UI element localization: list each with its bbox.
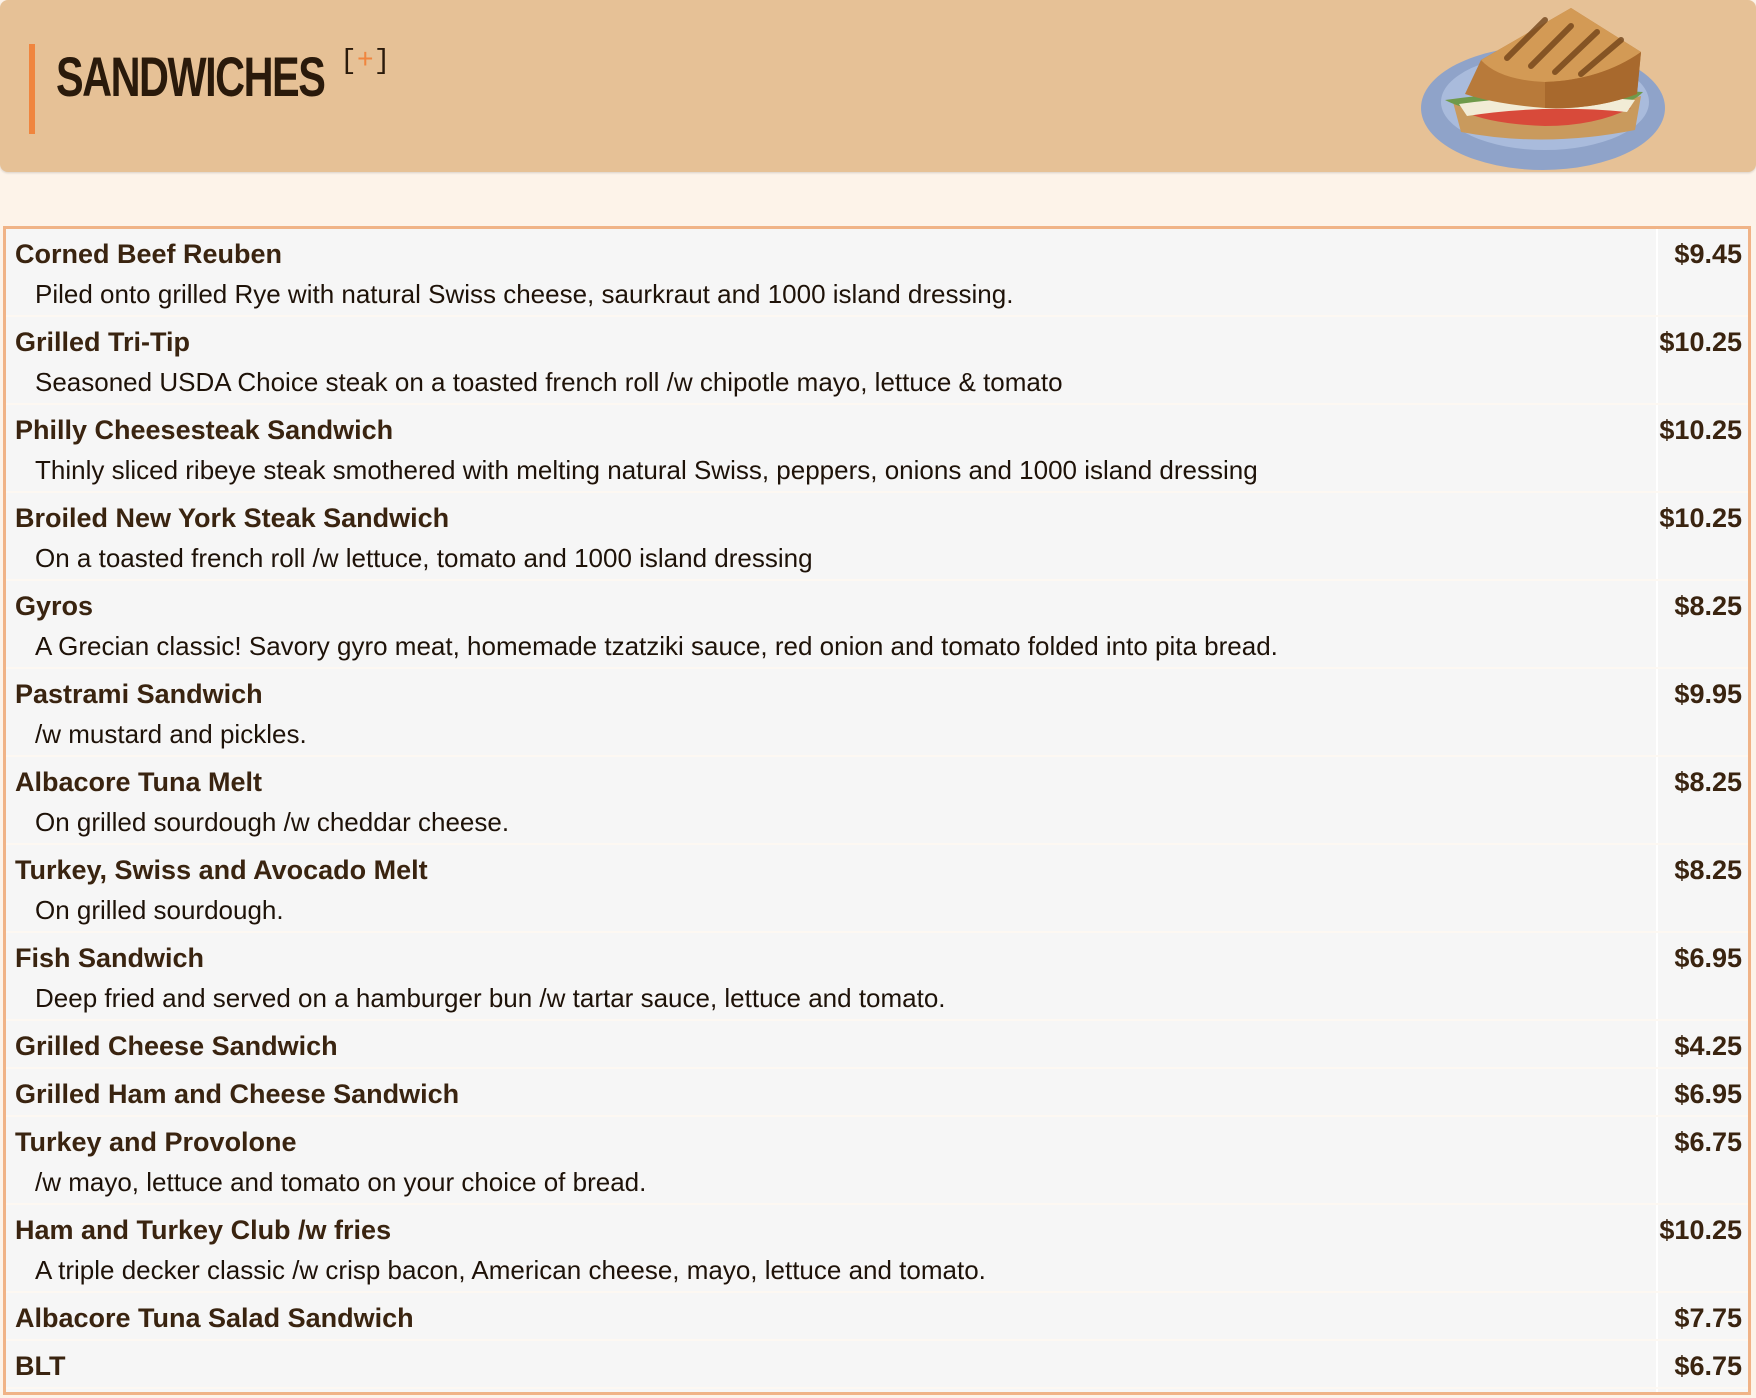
item-name: Gyros [15,591,94,621]
expand-toggle[interactable] [340,44,390,80]
item-price: $7.75 [1674,1303,1742,1333]
item-description: Deep fried and served on a hamburger bun /w tartar sauce, lettuce and tomato. [35,983,946,1013]
menu-item [6,933,1748,1021]
item-description: /w mustard and pickles. [35,719,307,749]
menu-item [6,229,1748,317]
item-name: Broiled New York Steak Sandwich [15,503,450,533]
item-description: Piled onto grilled Rye with natural Swiss cheese, saurkraut and 1000 island dressing. [35,279,1014,309]
menu-item [6,1117,1748,1205]
item-description: On grilled sourdough /w cheddar cheese. [35,807,510,837]
item-description: On grilled sourdough. [35,895,284,925]
sandwich-on-plate-image [1395,0,1695,172]
item-price: $10.25 [1659,415,1742,445]
menu-item [6,581,1748,669]
plus-icon: + [356,46,374,77]
item-name: Turkey and Provolone [15,1127,297,1157]
item-description: Thinly sliced ribeye steak smothered with melting natural Swiss, peppers, onions and 1000 island dressing [35,455,1258,485]
item-price: $10.25 [1659,327,1742,357]
item-price: $10.25 [1659,503,1742,533]
section-header [0,0,1756,172]
menu-panel [3,226,1751,1395]
item-price: $6.95 [1674,1079,1742,1109]
item-price: $4.25 [1674,1031,1742,1061]
item-name: Albacore Tuna Salad Sandwich [15,1303,414,1333]
menu-item [6,669,1748,757]
menu-item [6,1341,1748,1389]
menu-item [6,1069,1748,1117]
toggle-close-bracket: ] [373,46,391,77]
item-price: $6.95 [1674,943,1742,973]
item-name: Philly Cheesesteak Sandwich [15,415,394,445]
item-price: $8.25 [1674,591,1742,621]
menu-item [6,493,1748,581]
toggle-open-bracket: [ [340,46,357,77]
menu-item [6,405,1748,493]
item-description: On a toasted french roll /w lettuce, tomato and 1000 island dressing [35,543,813,573]
menu-item [6,757,1748,845]
item-description: Seasoned USDA Choice steak on a toasted french roll /w chipotle mayo, lettuce & tomato [35,367,1063,397]
item-name: Ham and Turkey Club /w fries [15,1215,392,1245]
item-description: /w mayo, lettuce and tomato on your choice of bread. [35,1167,647,1197]
header-accent-bar [29,44,35,134]
item-name: Grilled Ham and Cheese Sandwich [15,1079,460,1109]
item-name: Fish Sandwich [15,943,205,973]
menu-item [6,1205,1748,1293]
menu-item [6,1021,1748,1069]
item-price: $8.25 [1674,767,1742,797]
item-price: $9.45 [1674,239,1742,269]
item-price: $6.75 [1674,1351,1742,1381]
item-name: Pastrami Sandwich [15,679,263,709]
item-price: $9.95 [1674,679,1742,709]
item-name: Grilled Cheese Sandwich [15,1031,338,1061]
menu-item [6,1293,1748,1341]
item-price: $8.25 [1674,855,1742,885]
item-price: $6.75 [1674,1127,1742,1157]
item-name: Turkey, Swiss and Avocado Melt [15,855,428,885]
menu-item [6,317,1748,405]
item-name: Grilled Tri-Tip [15,327,191,357]
item-name: Corned Beef Reuben [15,239,283,269]
item-description: A Grecian classic! Savory gyro meat, homemade tzatziki sauce, red onion and tomato folded into pita bread. [35,631,1278,661]
menu-list [6,229,1748,1389]
section-title: SANDWICHES [56,45,325,108]
item-name: BLT [15,1351,66,1381]
item-price: $10.25 [1659,1215,1742,1245]
menu-item [6,845,1748,933]
item-description: A triple decker classic /w crisp bacon, American cheese, mayo, lettuce and tomato. [35,1255,986,1285]
item-name: Albacore Tuna Melt [15,767,263,797]
